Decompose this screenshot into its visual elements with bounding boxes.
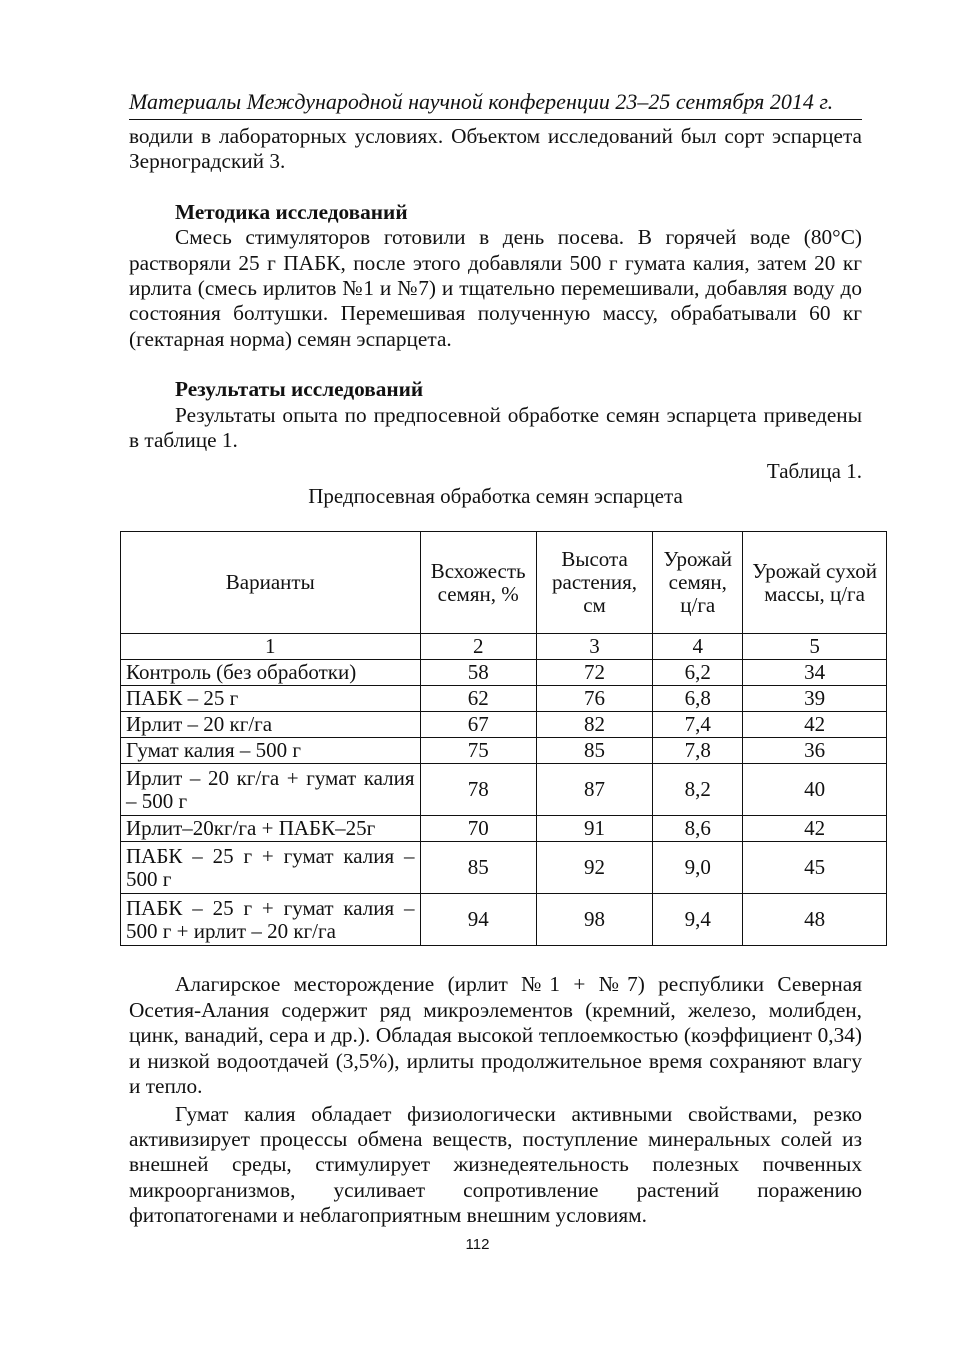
col-header-seed-yield: Урожай семян, ц/га [653,532,743,634]
col-number: 1 [121,634,421,660]
cell-value: 42 [743,712,887,738]
cell-value: 6,2 [653,660,743,686]
table-row [121,660,887,686]
body-paragraph-2: Гумат калия обладает физиологически активными свойствами, резко активизирует процессы обмена веществ, поступление минеральных солей из внешней среды, стимулирует жизнедеятельность полезных почвенных микроорганизмов, усиливает сопротивление растений поражению фитопатогенами и неблагоприятным внешним условиям. [129,1101,862,1228]
cell-value: 45 [743,842,887,894]
col-header-variant: Варианты [121,532,421,634]
col-number: 4 [653,634,743,660]
cell-value: 94 [420,894,536,946]
table-row [121,764,887,816]
page-body [126,88,878,1229]
method-heading: Методика исследований [175,199,408,224]
table-row [121,816,887,842]
table-row [121,842,887,894]
page-number: 112 [465,1236,490,1253]
table-row [121,894,887,946]
col-number: 2 [420,634,536,660]
cell-value: 8,6 [653,816,743,842]
cell-value: 91 [536,816,652,842]
results-paragraph: Результаты опыта по предпосевной обработке семян эспарцета приведены в таблице 1. [129,402,862,453]
col-header-dry-mass: Урожай сухой массы, ц/га [743,532,887,634]
cell-value: 82 [536,712,652,738]
cell-value: 9,0 [653,842,743,894]
cell-value: 6,8 [653,686,743,712]
col-number: 5 [743,634,887,660]
cell-value: 39 [743,686,887,712]
table-row [121,738,887,764]
col-header-height: Высота растения, см [536,532,652,634]
table-header-row [121,532,887,634]
cell-value: 36 [743,738,887,764]
cell-variant: Гумат калия – 500 г [121,738,421,764]
table-label: Таблица 1. [766,459,862,484]
table-row [121,686,887,712]
table-title: Предпосевная обработка семян эспарцета [308,484,683,509]
results-heading: Результаты исследований [175,377,424,402]
results-table [120,531,887,946]
cell-variant: Ирлит–20кг/га + ПАБК–25г [121,816,421,842]
cell-value: 78 [420,764,536,816]
cell-value: 85 [536,738,652,764]
cell-value: 42 [743,816,887,842]
cell-value: 8,2 [653,764,743,816]
cell-value: 72 [536,660,652,686]
cell-variant: Контроль (без обработки) [121,660,421,686]
cell-value: 75 [420,738,536,764]
cell-value: 87 [536,764,652,816]
col-header-germination: Всхожесть семян, % [420,532,536,634]
cell-value: 48 [743,894,887,946]
cell-variant: ПАБК – 25 г [121,686,421,712]
cell-variant: Ирлит – 20 кг/га [121,712,421,738]
col-number: 3 [536,634,652,660]
intro-paragraph: водили в лабораторных условиях. Объектом исследований был сорт эспарцета Зерноградский 3. [129,124,862,174]
cell-variant: ПАБК – 25 г + гумат калия – 500 г [121,842,421,894]
cell-value: 40 [743,764,887,816]
cell-value: 62 [420,686,536,712]
cell-value: 67 [420,712,536,738]
method-paragraph: Смесь стимуляторов готовили в день посева. В горячей воде (80°С) растворяли 25 г ПАБК, после этого добавляли 500 г гумата калия, затем 20 кг ирлита (смесь ирлитов №1 и №7) и тщательно перемешивали, добавляя воду до состояния болтушки. Перемешивая полученную массу, обрабатывали 60 кг (гектарная норма) семян эспарцета. [129,225,862,351]
cell-value: 85 [420,842,536,894]
cell-variant: Ирлит – 20 кг/га + гумат калия – 500 г [121,764,421,816]
table-row [121,712,887,738]
cell-variant: ПАБК – 25 г + гумат калия – 500 г + ирлит – 20 кг/га [121,894,421,946]
running-header: Материалы Международной научной конференции 23–25 сентября 2014 г. [129,88,862,120]
cell-value: 58 [420,660,536,686]
cell-value: 98 [536,894,652,946]
cell-value: 9,4 [653,894,743,946]
cell-value: 7,8 [653,738,743,764]
cell-value: 92 [536,842,652,894]
table-number-row [121,634,887,660]
cell-value: 76 [536,686,652,712]
cell-value: 70 [420,816,536,842]
body-paragraph-1: Алагирское месторождение (ирлит №1 + №7) республики Северная Осетия-Алания содержит ряд микроэлементов (кремний, железо, молибден, цинк, ванадий, сера и др.). Обладая высокой теплоемкостью (коэффициент 0,34) и низкой водоотдачей (3,5%), ирлиты продолжительное время сохраняют влагу и тепло. [129,972,862,1099]
cell-value: 34 [743,660,887,686]
cell-value: 7,4 [653,712,743,738]
